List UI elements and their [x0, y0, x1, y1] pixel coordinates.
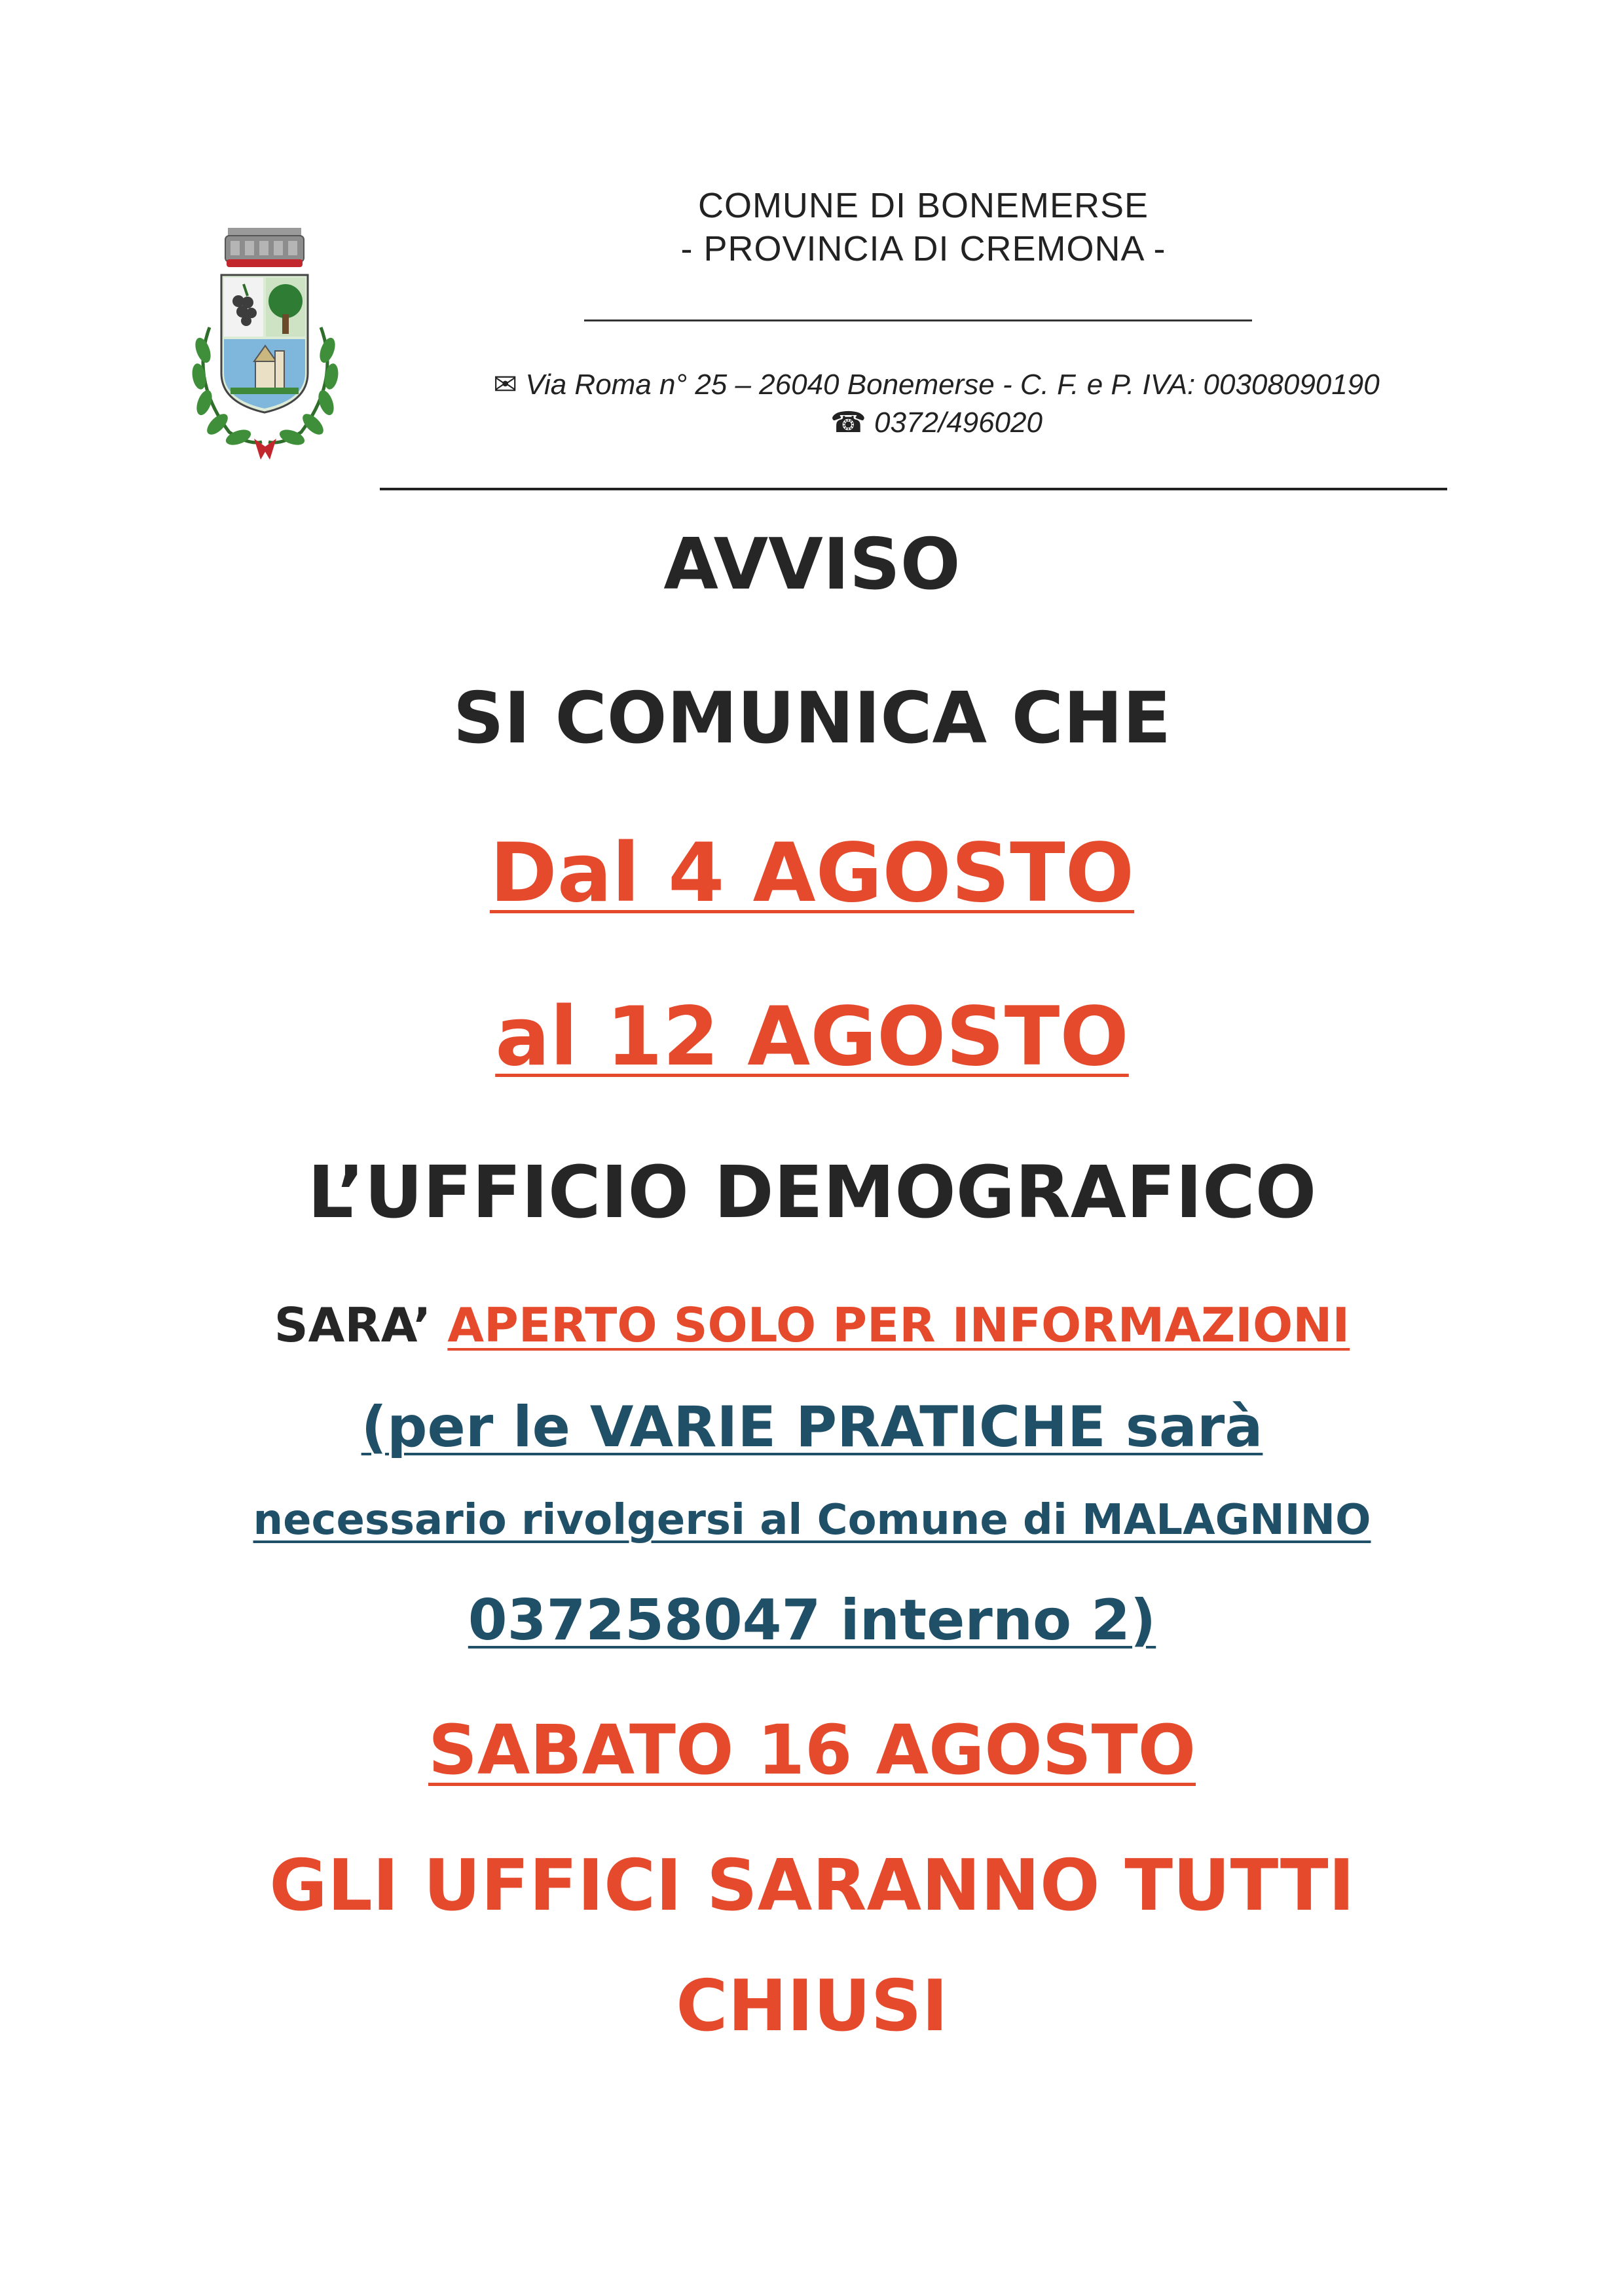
interno-text: 037258047 interno 2) [468, 1588, 1156, 1653]
header-divider [584, 319, 1252, 321]
to-date-text: al 12 AGOSTO [495, 990, 1129, 1084]
crown-icon [225, 228, 304, 267]
address-text: Via Roma n° 25 – 26040 Bonemerse - C. F. e P. IVA: 00308090190 [525, 369, 1380, 401]
main-divider [380, 488, 1447, 490]
provincia-name: - PROVINCIA DI CREMONA - [680, 229, 1166, 268]
sara-text: SARA’ [274, 1298, 432, 1353]
phone-line [393, 405, 1480, 441]
to-date [0, 990, 1624, 1084]
from-date-text: Dal 4 AGOSTO [489, 826, 1135, 920]
address-line [393, 367, 1480, 403]
pratiche-text: (per le VARIE PRATICHE sarà [361, 1394, 1263, 1460]
rivolgersi-text: necessario rivolgersi al Comune di MALAGNINO [253, 1496, 1371, 1544]
saturday-line [0, 1710, 1624, 1790]
notice-intro: SI COMUNICA CHE [452, 678, 1172, 759]
interno-line [0, 1588, 1624, 1653]
municipal-coat-of-arms [170, 216, 360, 471]
open-info-text: APERTO SOLO PER INFORMAZIONI [447, 1298, 1350, 1353]
comune-name: COMUNE DI BONEMERSE [697, 186, 1149, 225]
saturday-text: SABATO 16 AGOSTO [428, 1710, 1196, 1790]
from-date [0, 826, 1624, 920]
shield-icon [221, 275, 308, 412]
notice-title: AVVISO [663, 524, 961, 606]
pratiche-line [0, 1394, 1624, 1460]
rivolgersi-line [0, 1496, 1624, 1544]
phone-text: 0372/496020 [874, 407, 1043, 439]
open-info-line [0, 1298, 1624, 1353]
closed-line-1: GLI UFFICI SARANNO TUTTI [269, 1845, 1355, 1927]
envelope-icon: ✉ [493, 369, 518, 401]
telephone-icon: ☎ [830, 407, 866, 439]
closed-line-2: CHIUSI [676, 1965, 948, 2047]
office-name: L’UFFICIO DEMOGRAFICO [307, 1150, 1317, 1234]
